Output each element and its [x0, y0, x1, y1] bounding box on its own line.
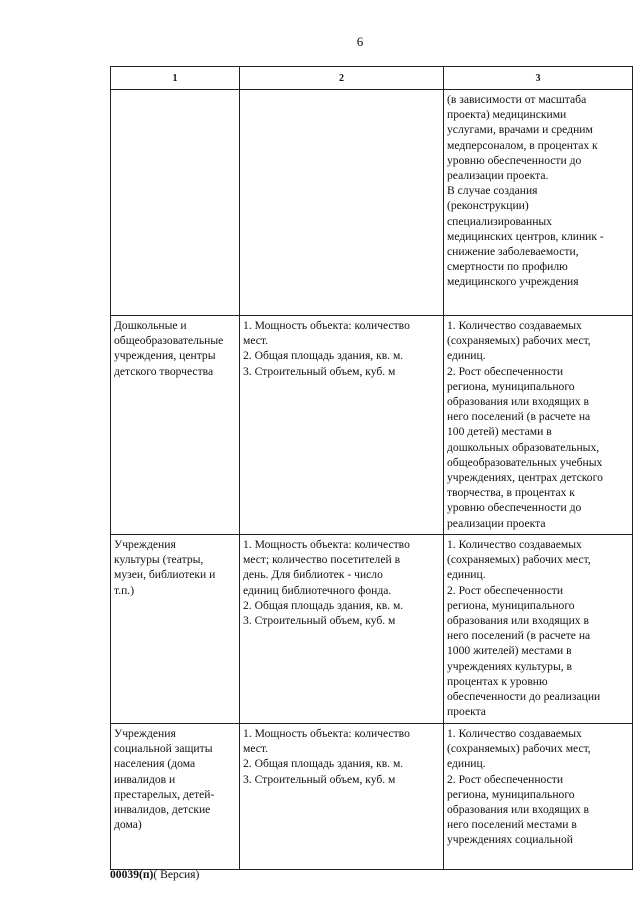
cell-text-line: В случае создания — [447, 184, 538, 198]
cell-text-line: (сохраняемых) рабочих мест, — [447, 553, 591, 567]
table-row — [111, 316, 633, 535]
capacity-indicators-cell — [240, 316, 444, 535]
table-row — [111, 90, 633, 316]
cell-text-line: общеобразовательных учебных — [447, 455, 603, 469]
column-header-3: 3 — [444, 67, 633, 90]
efficiency-indicators-cell — [444, 90, 633, 316]
cell-text-line: творчества, в процентах к — [447, 486, 575, 500]
cell-text-line: единиц библиотечного фонда. — [243, 583, 392, 597]
column-header-2: 2 — [240, 67, 444, 90]
table-header-row — [111, 67, 633, 90]
cell-text-line: образования или входящих в — [447, 803, 589, 817]
cell-text-line: общеобразовательные — [114, 334, 224, 348]
document-table — [110, 66, 633, 870]
cell-text-line: населения (дома — [114, 757, 196, 771]
capacity-indicators-cell — [240, 90, 444, 316]
cell-text-line: единиц. — [447, 568, 486, 582]
cell-text-line: реализации проекта — [447, 516, 546, 530]
cell-text-line: учреждениях, центрах детского — [447, 471, 603, 485]
cell-text-line: 2. Общая площадь здания, кв. м. — [243, 349, 404, 363]
cell-text-line: 2. Общая площадь здания, кв. м. — [243, 598, 404, 612]
cell-text-line: проекта) медицинскими — [447, 108, 567, 122]
cell-text-line: престарелых, детей- — [114, 787, 215, 801]
facility-type-cell — [111, 535, 240, 724]
cell-text-line: образования или входящих в — [447, 395, 589, 409]
cell-text-line: 2. Рост обеспеченности — [447, 364, 564, 378]
cell-text-line: медперсоналом, в процентах к — [447, 138, 598, 152]
cell-text-line: 3. Строительный объем, куб. м — [243, 772, 396, 786]
cell-text-line: 1. Количество создаваемых — [447, 319, 582, 332]
cell-text-line: образования или входящих в — [447, 614, 589, 628]
cell-text-line: учреждения, центры — [114, 349, 216, 363]
cell-text-line: проекта — [447, 705, 486, 719]
cell-text-line: единиц. — [447, 757, 486, 771]
cell-text-line: 1000 жителей) местами в — [447, 644, 572, 658]
cell-text-line: (реконструкции) — [447, 199, 529, 213]
cell-text-line: инвалидов, детские — [114, 803, 211, 817]
cell-text-line: него поселений (в расчете на — [447, 410, 591, 424]
cell-text-line: региона, муниципального — [447, 598, 575, 612]
cell-text-line: 2. Рост обеспеченности — [447, 583, 564, 597]
cell-text-line: 1. Количество создаваемых — [447, 538, 582, 551]
cell-text-line: реализации проекта. — [447, 169, 549, 183]
cell-text-line: единиц. — [447, 349, 486, 363]
cell-text-line: обеспеченности до реализации — [447, 690, 601, 704]
cell-text-line: процентах к уровню — [447, 674, 548, 688]
cell-text-line: 3. Строительный объем, куб. м — [243, 614, 396, 628]
cell-text-line: 2. Рост обеспеченности — [447, 772, 564, 786]
cell-text-line: уровню обеспеченности до — [447, 153, 582, 167]
cell-text-line: 3. Строительный объем, куб. м — [243, 364, 396, 378]
cell-text-line: Дошкольные и — [114, 319, 187, 332]
cell-text-line: мест. — [243, 742, 269, 756]
cell-text-line: учреждениях культуры, в — [447, 659, 573, 673]
cell-text-line: специализированных — [447, 214, 552, 228]
page-number: 6 — [356, 34, 364, 49]
cell-text-line: мест. — [243, 334, 269, 348]
cell-text-line: день. Для библиотек - число — [243, 568, 383, 582]
cell-text-line: уровню обеспеченности до — [447, 501, 582, 515]
cell-text-line: (в зависимости от масштаба — [447, 93, 587, 106]
cell-text-line: музеи, библиотеки и — [114, 568, 216, 582]
efficiency-indicators-cell — [444, 535, 633, 724]
cell-text-line: детского творчества — [114, 364, 214, 378]
cell-text-line: дошкольных образовательных, — [447, 440, 600, 454]
cell-text-line: т.п.) — [114, 583, 135, 597]
cell-text-line: Учреждения — [114, 727, 176, 740]
cell-text-line: культуры (театры, — [114, 553, 204, 567]
cell-text-line: учреждениях социальной — [447, 833, 573, 847]
document-code: 00039(п) — [110, 868, 154, 881]
efficiency-indicators-cell — [444, 724, 633, 870]
cell-text-line: снижение заболеваемости, — [447, 245, 579, 259]
cell-text-line: (сохраняемых) рабочих мест, — [447, 334, 591, 348]
cell-text-line: услугами, врачами и средним — [447, 123, 593, 137]
cell-text-line: 1. Мощность объекта: количество — [243, 319, 410, 332]
cell-text-line: медицинского учреждения — [447, 275, 579, 289]
efficiency-indicators-cell — [444, 316, 633, 535]
cell-text-line: 2. Общая площадь здания, кв. м. — [243, 757, 404, 771]
cell-text-line: региона, муниципального — [447, 379, 575, 393]
cell-text-line: инвалидов и — [114, 772, 176, 786]
cell-text-line: 1. Количество создаваемых — [447, 727, 582, 740]
cell-text-line: Учреждения — [114, 538, 176, 551]
table-row — [111, 535, 633, 724]
cell-text-line: социальной защиты — [114, 742, 213, 756]
facility-type-cell — [111, 90, 240, 316]
cell-text-line: 1. Мощность объекта: количество — [243, 538, 410, 551]
facility-type-cell — [111, 724, 240, 870]
cell-text-line: 1. Мощность объекта: количество — [243, 727, 410, 740]
cell-text-line: мест; количество посетителей в — [243, 553, 401, 567]
cell-text-line: медицинских центров, клиник - — [447, 229, 604, 243]
cell-text-line: (сохраняемых) рабочих мест, — [447, 742, 591, 756]
cell-text-line: дома) — [114, 818, 142, 832]
capacity-indicators-cell — [240, 535, 444, 724]
capacity-indicators-cell — [240, 724, 444, 870]
cell-text-line: региона, муниципального — [447, 787, 575, 801]
facility-type-cell — [111, 316, 240, 535]
cell-text-line: него поселений местами в — [447, 818, 577, 832]
cell-text-line: смертности по профилю — [447, 260, 568, 274]
document-footer — [110, 868, 199, 881]
table-row — [111, 724, 633, 870]
document-version: ( Версия) — [153, 868, 200, 881]
cell-text-line: него поселений (в расчете на — [447, 629, 591, 643]
cell-text-line: 100 детей) местами в — [447, 425, 552, 439]
column-header-1: 1 — [111, 67, 240, 90]
